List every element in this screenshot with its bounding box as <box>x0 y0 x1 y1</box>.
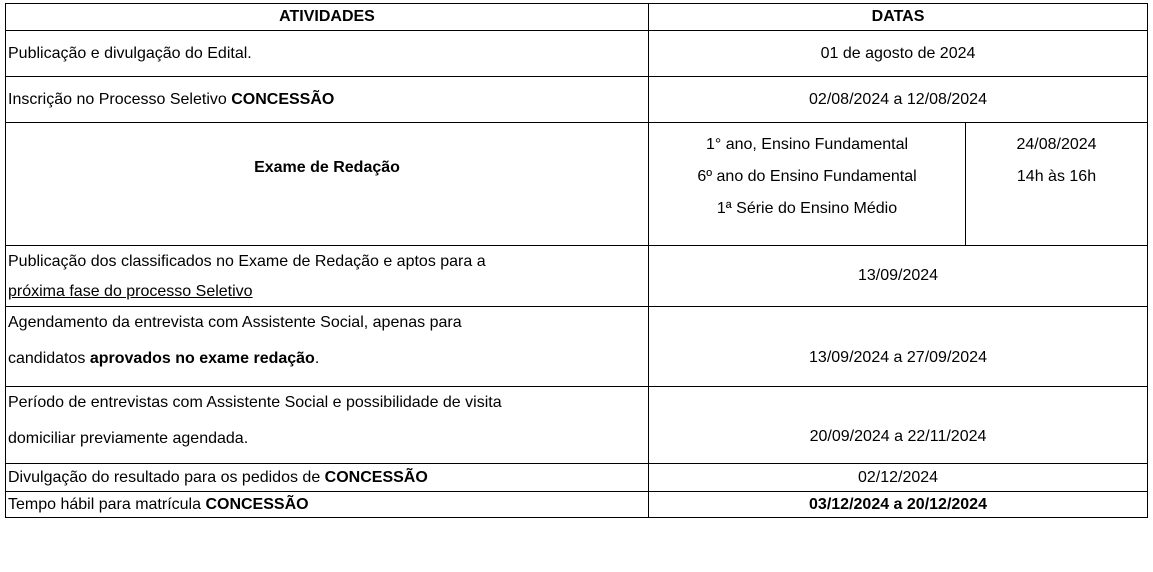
activity-bold-text: aprovados no exame redação <box>89 350 315 367</box>
date-cell: 13/09/2024 <box>649 246 1148 307</box>
header-dates: DATAS <box>649 4 1148 31</box>
exam-time: 14h às 16h <box>1016 168 1097 185</box>
activity-text: Inscrição no Processo Seletivo <box>8 90 232 108</box>
table-row <box>6 123 1148 246</box>
levels-cell <box>649 123 966 246</box>
activity-text: candidatos <box>8 350 90 367</box>
activity-text: . <box>314 350 320 367</box>
schedule-table <box>5 3 1148 518</box>
activity-text: Divulgação do resultado para os pedidos de <box>8 468 325 486</box>
activity-cell <box>6 492 649 518</box>
activity-cell <box>6 387 649 464</box>
exam-date: 24/08/2024 <box>1016 136 1097 153</box>
date-cell <box>649 492 1148 518</box>
table-row <box>6 492 1148 518</box>
header-row <box>6 4 1148 31</box>
date-cell: 13/09/2024 a 27/09/2024 <box>649 307 1148 387</box>
activity-line: Agendamento da entrevista com Assistente Social, apenas para <box>8 314 462 331</box>
activity-line: Período de entrevistas com Assistente Social e possibilidade de visita <box>8 394 502 411</box>
date-bold-text: 03/12/2024 a 20/12/2024 <box>809 495 987 513</box>
activity-cell <box>6 464 649 492</box>
activity-cell: Publicação e divulgação do Edital. <box>6 31 649 77</box>
activity-bold-text: Exame de Redação <box>254 159 400 176</box>
activity-line: domiciliar previamente agendada. <box>8 430 249 447</box>
activity-line <box>8 339 648 379</box>
activity-line: Publicação dos classificados no Exame de Redação e aptos para a <box>8 253 486 270</box>
table-row <box>6 387 1148 464</box>
level-item: 1° ano, Ensino Fundamental <box>705 136 909 153</box>
activity-cell <box>6 307 649 387</box>
activity-cell <box>6 77 649 123</box>
date-cell: 02/08/2024 a 12/08/2024 <box>649 77 1148 123</box>
date-cell: 01 de agosto de 2024 <box>649 31 1148 77</box>
activity-line: próxima fase do processo Seletivo <box>8 283 253 300</box>
activity-cell <box>6 123 649 246</box>
level-item: 1ª Série do Ensino Médio <box>716 200 898 217</box>
activity-bold-text: CONCESSÃO <box>205 495 309 513</box>
exam-date-cell <box>966 123 1148 246</box>
table-row <box>6 464 1148 492</box>
date-cell: 20/09/2024 a 22/11/2024 <box>649 387 1148 464</box>
table-row <box>6 246 1148 307</box>
activity-bold-text: CONCESSÃO <box>324 468 428 486</box>
activity-cell <box>6 246 649 307</box>
schedule-container <box>5 3 1148 518</box>
table-row <box>6 77 1148 123</box>
table-row <box>6 31 1148 77</box>
level-item: 6º ano do Ensino Fundamental <box>697 168 917 185</box>
activity-text: Tempo hábil para matrícula <box>8 495 206 513</box>
activity-bold-text: CONCESSÃO <box>231 90 335 108</box>
table-row <box>6 307 1148 387</box>
header-activities: ATIVIDADES <box>6 4 649 31</box>
date-cell: 02/12/2024 <box>649 464 1148 492</box>
